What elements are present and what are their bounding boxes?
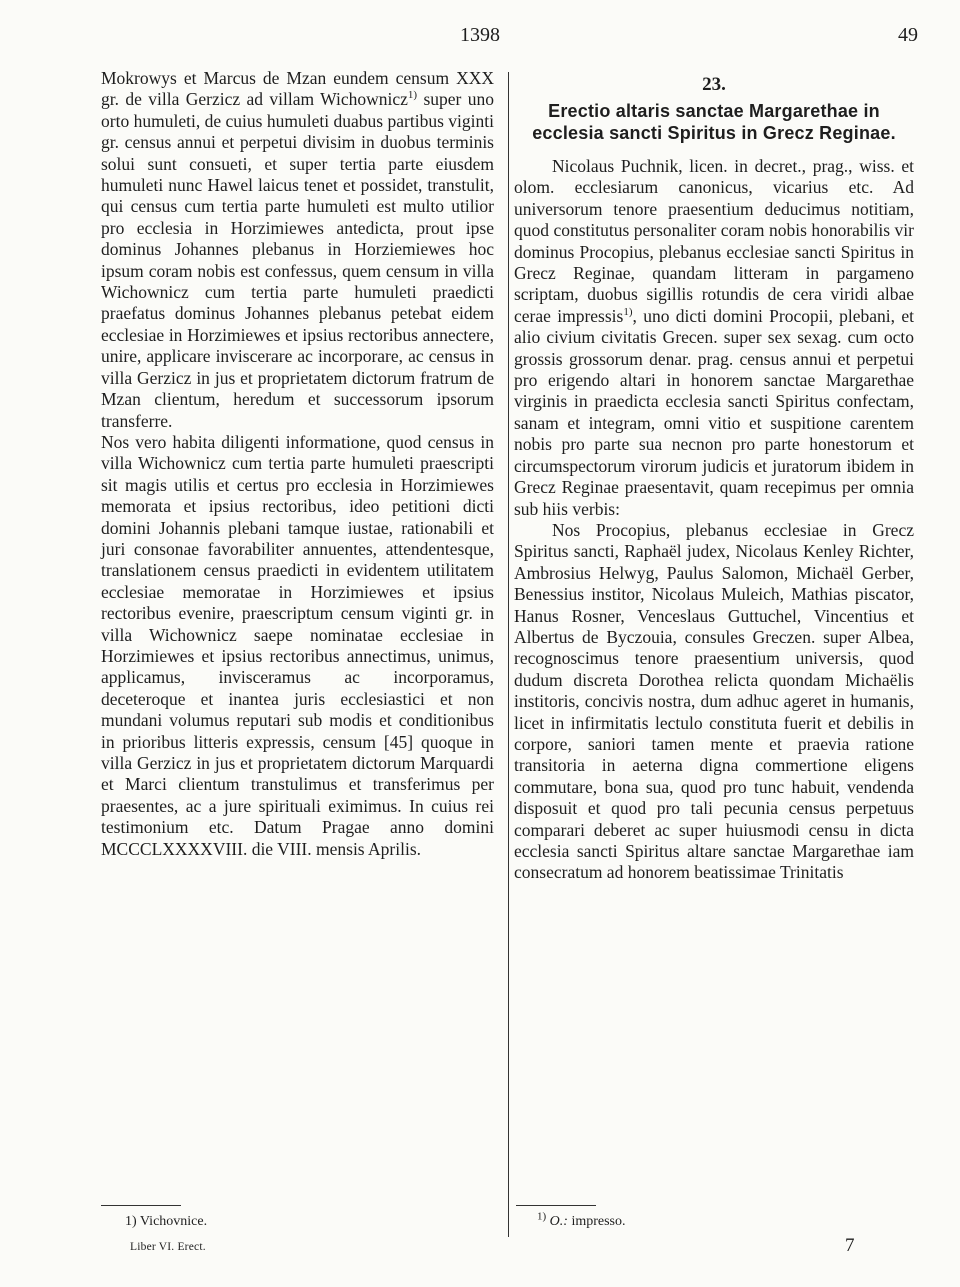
footnote-mark: 1): [407, 89, 418, 102]
sheet-number: 7: [845, 1235, 855, 1256]
right-footnote: [537, 1210, 626, 1230]
year-heading: 1398: [460, 24, 500, 46]
page-header: [0, 24, 960, 50]
document-number: 23.: [702, 74, 726, 95]
document-title-line-2: ecclesia sancti Spiritus in Grecz Reginae.: [532, 123, 896, 143]
footnote-mark: 1): [623, 306, 633, 319]
signature-line: Liber VI. Erect.: [130, 1241, 206, 1253]
left-column: [101, 68, 494, 860]
left-footnote-rule: [101, 1205, 181, 1206]
column-divider: [508, 72, 509, 1237]
document-title: [514, 100, 914, 144]
left-paragraph-1-text-a: Mokrowys et Marcus de Mzan eundem censum XXX gr. de villa Gerzicz ad villam Wichownicz: [101, 68, 494, 110]
right-paragraph-1-text-a: Nicolaus Puchnik, licen. in decret., prag., wiss. et olom. ecclesiarum canonicus, vicarius etc. Ad universorum tenore praesentium deducimus notitiam, quod constitutus personaliter coram nobis honorabilis vir dominus Procopius, plebanus ecclesiae sancti Spiritus in Grecz Reginae, quandam litteram in pargameno scriptam, duobus sigillis rotundis de cera viridi albae cerae impressis: [514, 156, 914, 326]
left-paragraph-2: Nos vero habita diligenti informatione, quod census in villa Wichownicz cum tertia parte humuleti praescripti sit magis utilis et certus pro ecclesia in Horzimiewes memorata et ipsius rectoribus, ideo petitioni dicti domini Johannis plebani tamque iustae, rationabili et juri consonae favorabiliter annuentes, attendentesque, translationem census praedicti in evidentem utilitatem ecclesiae memoratae in Horzimiewes et ipsius rectoribus evenire, praescriptum censum viginti gr. in villa Wichownicz saepe nominatae ecclesiae in Horzimiewes et ipsius rectoribus annectimus, unimus, applicamus, invisceramus ac incorporamus, deceteroque et inantea juris ecclesiastici et non mundani volumus reputari sub modis et conditionibus in prioribus litteris expressis, censum [45] quoque in villa Gerzicz in jus et proprietatem dictorum Marquardi et Marci clientum transtulimus et transferimus per praesentes, ac a jure spirituali eximimus. In cuius rei testimonium etc. Datum Pragae anno domini MCCCLXXXXVIII. die VIII. mensis Aprilis.: [101, 431, 494, 859]
right-footnote-text: impresso.: [567, 1214, 626, 1229]
right-footnote-rule: [516, 1205, 596, 1206]
right-paragraph-1-text-b: , uno dicti domini Procopii, plebani, et alio civium civitatis Grecen. super sex sexag. cum octo grossis grossorum denar. prag. census annui et perpetui pro erigendo altari in honorem sanctae Margarethae virginis in praedicta ecclesia sancti Spiritus confectam, sanam et integram, omni vitio et suspitione carentem nobis pro parte sua necnon pro parte honestorum et circumspectorum virorum judicis et juratorum ibidem in Grecz Reginae praesentavit, quam recepimus per omnia sub hiis verbis:: [514, 305, 914, 519]
left-paragraph-1: [101, 68, 494, 432]
right-paragraph-1: [514, 156, 914, 520]
left-paragraph-1-text-b: super uno orto humuleti, de cuius humuleti duabus partibus viginti gr. census annui et perpetui divisim in duobus terminis solui sunt consueti, et super tertia parte eiusdem humuleti nunc Hawel laicus tenet et possidet, transtulit, qui census cum tertia parte humuleti est multo utilior pro ecclesia in Horzimiewes antedicta, prout ipse dominus Johannes plebanus in Horziemiewes hoc ipsum coram nobis est confessus, quem censum in villa Wichownicz cum tertia parte humuleti praedicti praefatus dominus Johannes plebanus petebat eidem ecclesiae in Horzimiewes et ipsius rectoribus annectere, unire, applicare inviscerare ac incorporare, ac census in villa Gerzicz in jus et proprietatem dictorum fratrum de Mzan clientum, heredum et successorum ipsorum transferre.: [101, 89, 495, 431]
right-footnote-mark: 1): [537, 1210, 547, 1223]
right-paragraph-2: Nos Procopius, plebanus ecclesiae in Grecz Spiritus sancti, Raphaël judex, Nicolaus Kenley Richter, Ambrosius Helwyg, Paulus Salomon, Michaël Gerber, Benessius institor, Nicolaus Muleich, Mathias piscator, Hanus Rosner, Venceslaus Guttuchel, Vincentius et Albertus de Byczouia, consules Greczen. super Albea, recognoscimus tenore praesentium universis, quod dudum discreta Dorothea relicta quondam Michaëlis institoris, concivis nostra, dum adhuc ageret in humanis, licet in infirmitatis lectulo constituta fuerit et debilis in corpore, saniori tamen mente et praevia ratione transitoria in aeterna digna commertione eligens commutare, bona sua, quod pro tunc habuit, vendenda disposuit et quod pro tali pecunia census perpetuus comparari deberet ac super huiusmodi censu in dicta ecclesia sancti Spiritus altare sanctae Margarethae iam consecratum ad honorem beatissimae Trinitatis: [514, 519, 914, 883]
document-title-line-1: Erectio altaris sanctae Margarethae in: [548, 101, 880, 121]
right-column: [514, 68, 914, 884]
right-footnote-abbr: O.:: [549, 1214, 568, 1229]
page-number: 49: [898, 24, 918, 46]
left-footnote: 1) Vichovnice.: [125, 1214, 208, 1229]
